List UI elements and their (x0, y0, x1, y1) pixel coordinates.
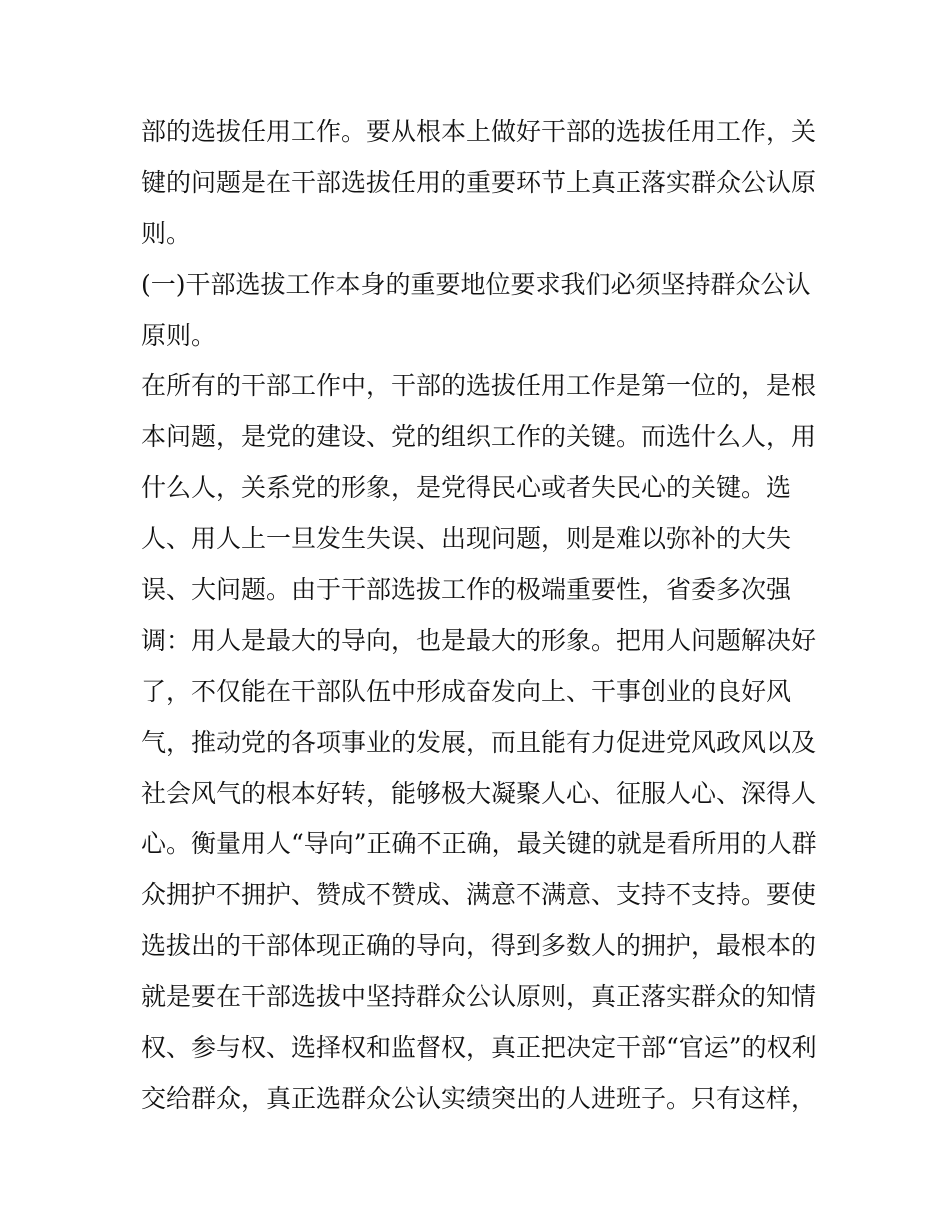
text-line: 权、参与权、选择权和监督权，真正把决定干部“官运”的权利 (141, 1033, 817, 1063)
text-line: 人、用人上一旦发生失误、出现问题，则是难以弥补的大失 (141, 524, 792, 554)
text-line: 了，不仅能在干部队伍中形成奋发向上、干事创业的良好风 (141, 676, 792, 706)
text-line: 众拥护不拥护、赞成不赞成、满意不满意、支持不支持。要使 (141, 880, 817, 910)
text-line: 误、大问题。由于干部选拔工作的极端重要性，省委多次强 (141, 575, 792, 605)
section-heading: (一)干部选拔工作本身的重要地位要求我们必须坚持群众公认 (141, 269, 811, 299)
text-line: 键的问题是在干部选拔任用的重要环节上真正落实群众公认原 (141, 167, 817, 197)
section-heading: 原则。 (141, 320, 217, 350)
text-line: 本问题，是党的建设、党的组织工作的关键。而选什么人，用 (141, 422, 817, 452)
text-line: 则。 (141, 218, 192, 248)
text-line: 在所有的干部工作中，干部的选拔任用工作是第一位的，是根 (141, 371, 817, 401)
text-line: 社会风气的根本好转，能够极大凝聚人心、征服人心、深得人 (141, 778, 817, 808)
body-text (141, 107, 821, 1125)
text-line: 心。衡量用人“导向”正确不正确，最关键的就是看所用的人群 (141, 829, 817, 859)
text-line: 什么人，关系党的形象，是党得民心或者失民心的关键。选 (141, 473, 792, 503)
text-line: 选拔出的干部体现正确的导向，得到多数人的拥护，最根本的 (141, 931, 817, 961)
text-line: 调：用人是最大的导向，也是最大的形象。把用人问题解决好 (141, 625, 817, 655)
text-line: 就是要在干部选拔中坚持群众公认原则，真正落实群众的知情 (141, 982, 817, 1012)
text-line: 交给群众，真正选群众公认实绩突出的人进班子。只有这样， (141, 1083, 817, 1113)
text-line: 部的选拔任用工作。要从根本上做好干部的选拔任用工作，关 (141, 117, 817, 146)
text-line: 气，推动党的各项事业的发展，而且能有力促进党风政风以及 (141, 727, 817, 757)
